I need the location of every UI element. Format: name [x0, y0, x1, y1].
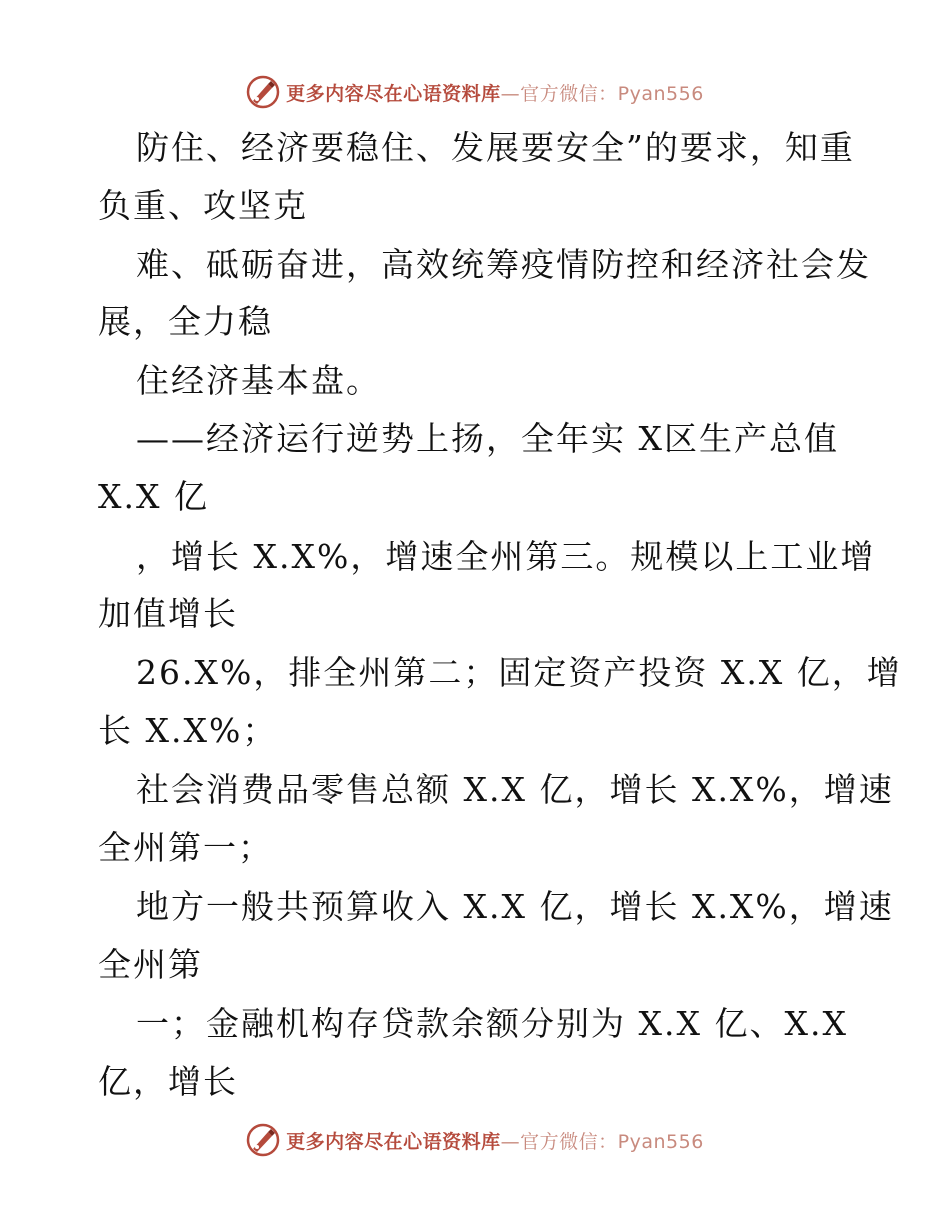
watermark-brand: 更多内容尽在心语资料库 — [286, 82, 501, 105]
header-watermark — [0, 72, 950, 112]
text-line: 住经济基本盘。 — [136, 361, 381, 400]
text-line: 地方一般共预算收入 X.X 亿，增长 X.X%，增速 — [136, 887, 894, 926]
text-line: 展，全力稳 — [98, 302, 273, 341]
text-line: 一；金融机构存贷款余额分别为 X.X 亿、X.X — [136, 1004, 848, 1043]
text-line: 社会消费品零售总额 X.X 亿，增长 X.X%，增速 — [136, 770, 894, 809]
text-line: X.X 亿 — [98, 477, 209, 516]
footer-watermark — [0, 1120, 950, 1160]
text-line: 全州第一； — [98, 828, 273, 867]
text-line: 长 X.X%； — [98, 711, 278, 750]
watermark-brand: 更多内容尽在心语资料库 — [286, 1130, 501, 1153]
watermark-separator: — — [500, 82, 521, 105]
watermark-wechat: 官方微信：Pyan556 — [520, 82, 704, 105]
watermark-wechat: 官方微信：Pyan556 — [520, 1130, 704, 1153]
watermark-text — [286, 1127, 704, 1154]
text-line: 26.X%，排全州第二；固定资产投资 X.X 亿，增 — [136, 653, 902, 692]
text-line: 负重、攻坚克 — [98, 186, 308, 225]
pen-logo-icon — [246, 1123, 280, 1157]
text-line: 亿，增长 — [98, 1062, 238, 1101]
text-line: 全州第 — [98, 945, 203, 984]
text-line: 加值增长 — [98, 594, 238, 633]
text-line: ，增长 X.X%，增速全州第三。规模以上工业增 — [136, 537, 876, 576]
watermark-separator: — — [500, 1130, 521, 1153]
pen-logo-icon — [246, 75, 280, 109]
watermark-text — [286, 79, 704, 106]
text-line: 防住、经济要稳住、发展要安全”的要求，知重 — [136, 128, 855, 167]
text-line: 难、砥砺奋进，高效统筹疫情防控和经济社会发 — [136, 245, 871, 284]
text-line: ——经济运行逆势上扬，全年实 X区生产总值 — [136, 419, 839, 458]
